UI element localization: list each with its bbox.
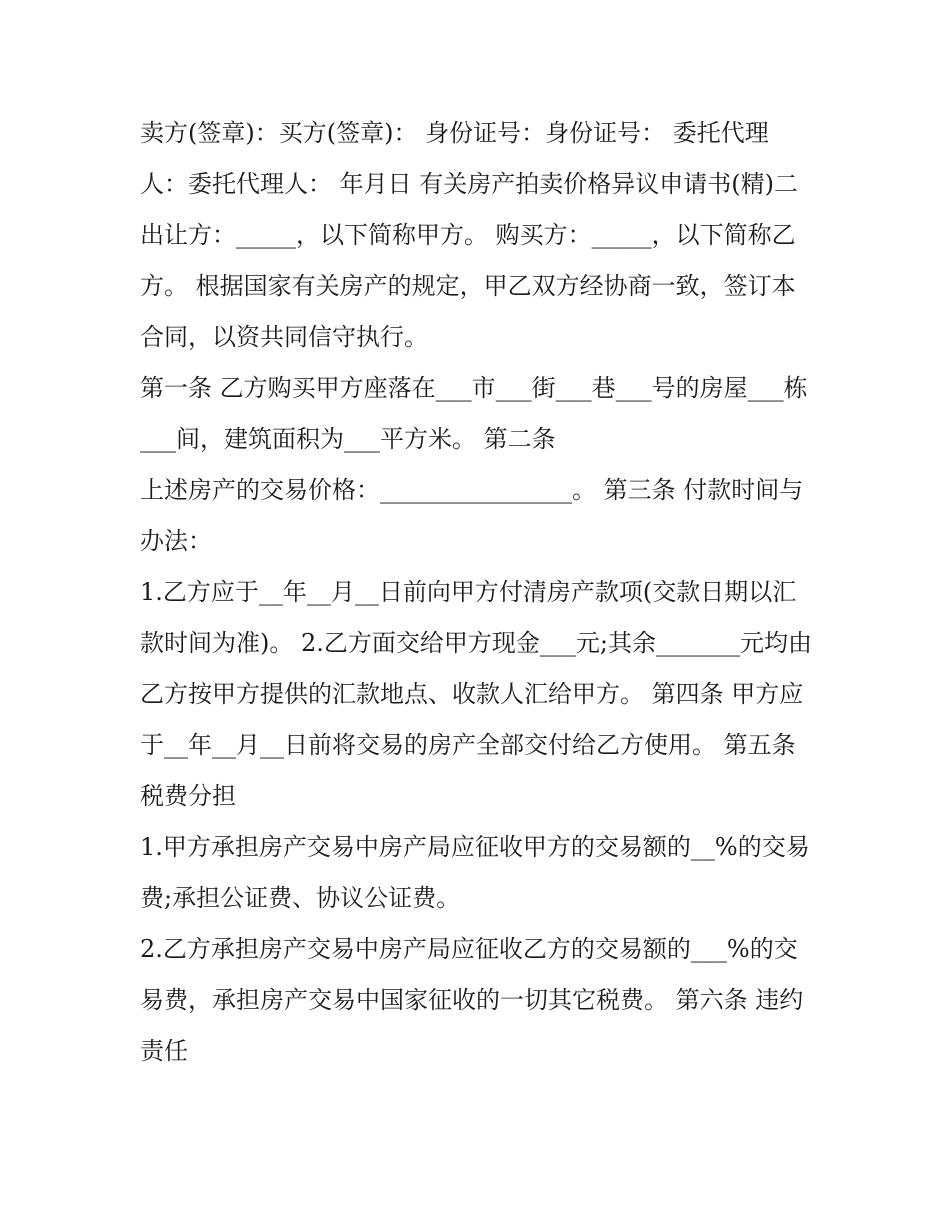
paragraph-parties: 出让方：_____，以下简称甲方。 购买方：_____，以下简称乙方。 根据国家有关房产的规定，甲乙双方经协商一致，签订本合同，以资共同信守执行。 [140, 221, 796, 351]
paragraph-tax-seller: 1.甲方承担房产交易中房产局应征收甲方的交易额的__%的交易费;承担公证费、协议公证费。 [140, 833, 810, 912]
paragraph-tax-buyer: 2.乙方承担房产交易中房产局应征收乙方的交易额的___%的交易费，承担房产交易中国家征收的一切其它税费。 第六条 违约责任 [140, 935, 804, 1065]
document-body [140, 108, 812, 1077]
paragraph-payment-terms: 1.乙方应于__年__月__日前向甲方付清房产款项(交款日期以汇款时间为准)。 2.乙方面交给甲方现金___元;其余_______元均由乙方按甲方提供的汇款地点、收款人汇给甲方。 第四条 甲方应于__年__月__日前将交易的房产全部交付给乙方使用。 第五条 税费分担 [140, 578, 812, 810]
paragraph-signatures: 卖方(签章)：买方(签章)： 身份证号：身份证号： 委托代理人：委托代理人： 年月日 有关房产拍卖价格异议申请书(精)二 [140, 119, 798, 198]
paragraph-article-2-3: 上述房产的交易价格：________________。 第三条 付款时间与办法： [140, 476, 804, 555]
paragraph-article-1: 第一条 乙方购买甲方座落在___市___街___巷___号的房屋___栋___间，建筑面积为___平方米。 第二条 [140, 374, 808, 453]
